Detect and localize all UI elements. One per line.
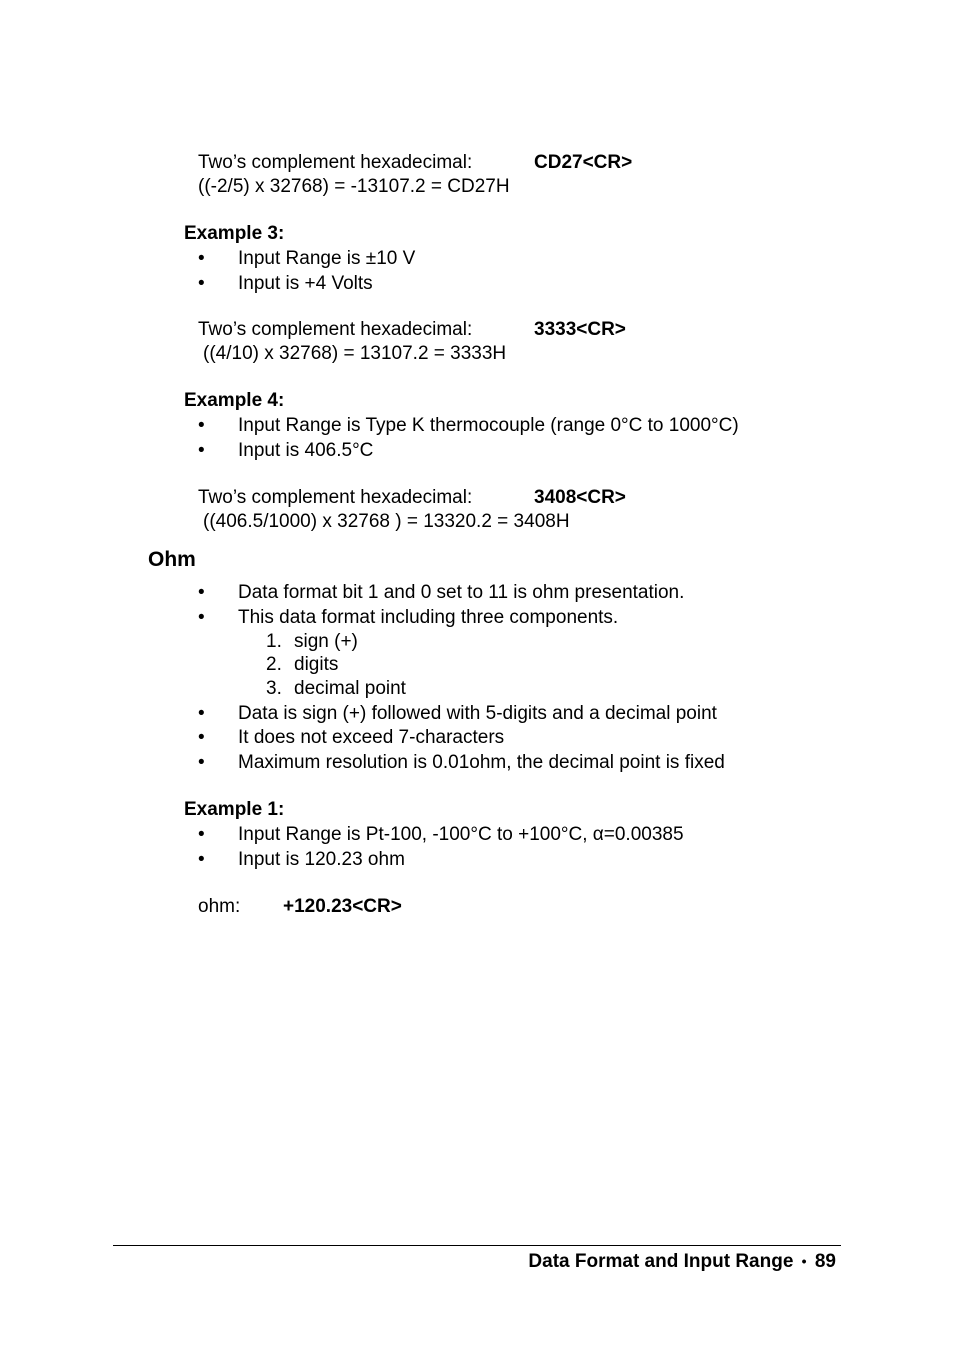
- calculation: ((406.5/1000) x 32768 ) = 13320.2 = 3408H: [203, 511, 570, 532]
- bullet-icon: •: [198, 703, 205, 724]
- bullet-icon: •: [198, 752, 205, 773]
- hex-value: CD27<CR>: [534, 152, 633, 173]
- bullet-icon: •: [198, 607, 205, 628]
- bullet-icon: •: [198, 248, 205, 269]
- hex-value: 3333<CR>: [534, 319, 626, 340]
- bullet-icon: •: [198, 727, 205, 748]
- bullet-icon: •: [198, 273, 205, 294]
- example-title: Example 3:: [184, 223, 285, 244]
- bullet-icon: •: [198, 582, 205, 603]
- calculation: ((4/10) x 32768) = 13107.2 = 3333H: [203, 343, 507, 364]
- hex-label: Two’s complement hexadecimal:: [198, 319, 473, 340]
- bullet-icon: •: [198, 849, 205, 870]
- document-page: Two’s complement hexadecimal: CD27<CR> ((-2/5) x 32768) = -13107.2 = CD27H Example 3: • Input Range is ±10 V • Input is +4 Volts Two’s complement hexadecimal: 3333<CR> ((4/10) x 32768) = 13107.2 = 3333H Example 4: • Input Range is Type K thermocouple (range 0°C to 1000°C) • Input is 406.5°C Two’s complement hexadecimal: 3408<CR> ((406.5/1000) x 32768 ) = 13320.2 = 3408H Ohm • Data format bit 1 and 0 set to 11 is ohm presentation. • This data format including three components. 1. sign (+) 2. digits 3. decimal point • Data is sign (+) followed with 5-digits and a decimal point • It does not exceed 7-characters • Maximum resolution is 0.01ohm, the decimal point is fixed Example 1: • Input Range is Pt-100, -100°C to +100°C, α=0.00385 • Input is 120.23 ohm ohm: +120.23<CR> Data Format and Input Range • 89: [0, 0, 954, 1352]
- result-value: +120.23<CR>: [283, 896, 402, 917]
- footer-divider: [113, 1245, 841, 1246]
- section-heading: Ohm: [148, 548, 196, 571]
- example-title: Example 1:: [184, 799, 285, 820]
- bullet-icon: •: [198, 824, 205, 845]
- hex-value: 3408<CR>: [534, 487, 626, 508]
- bullet-icon: •: [198, 440, 205, 461]
- page-footer: [528, 1250, 836, 1274]
- footer-title: Data Format and Input Range: [528, 1251, 794, 1272]
- example-title: Example 4:: [184, 390, 285, 411]
- calculation: ((-2/5) x 32768) = -13107.2 = CD27H: [198, 176, 510, 197]
- page-number: 89: [814, 1251, 836, 1272]
- result-label: ohm:: [198, 896, 241, 917]
- bullet-icon: •: [198, 415, 205, 436]
- hex-label: Two’s complement hexadecimal:: [198, 487, 473, 508]
- hex-label: Two’s complement hexadecimal:: [198, 152, 473, 173]
- footer-separator: •: [801, 1253, 807, 1269]
